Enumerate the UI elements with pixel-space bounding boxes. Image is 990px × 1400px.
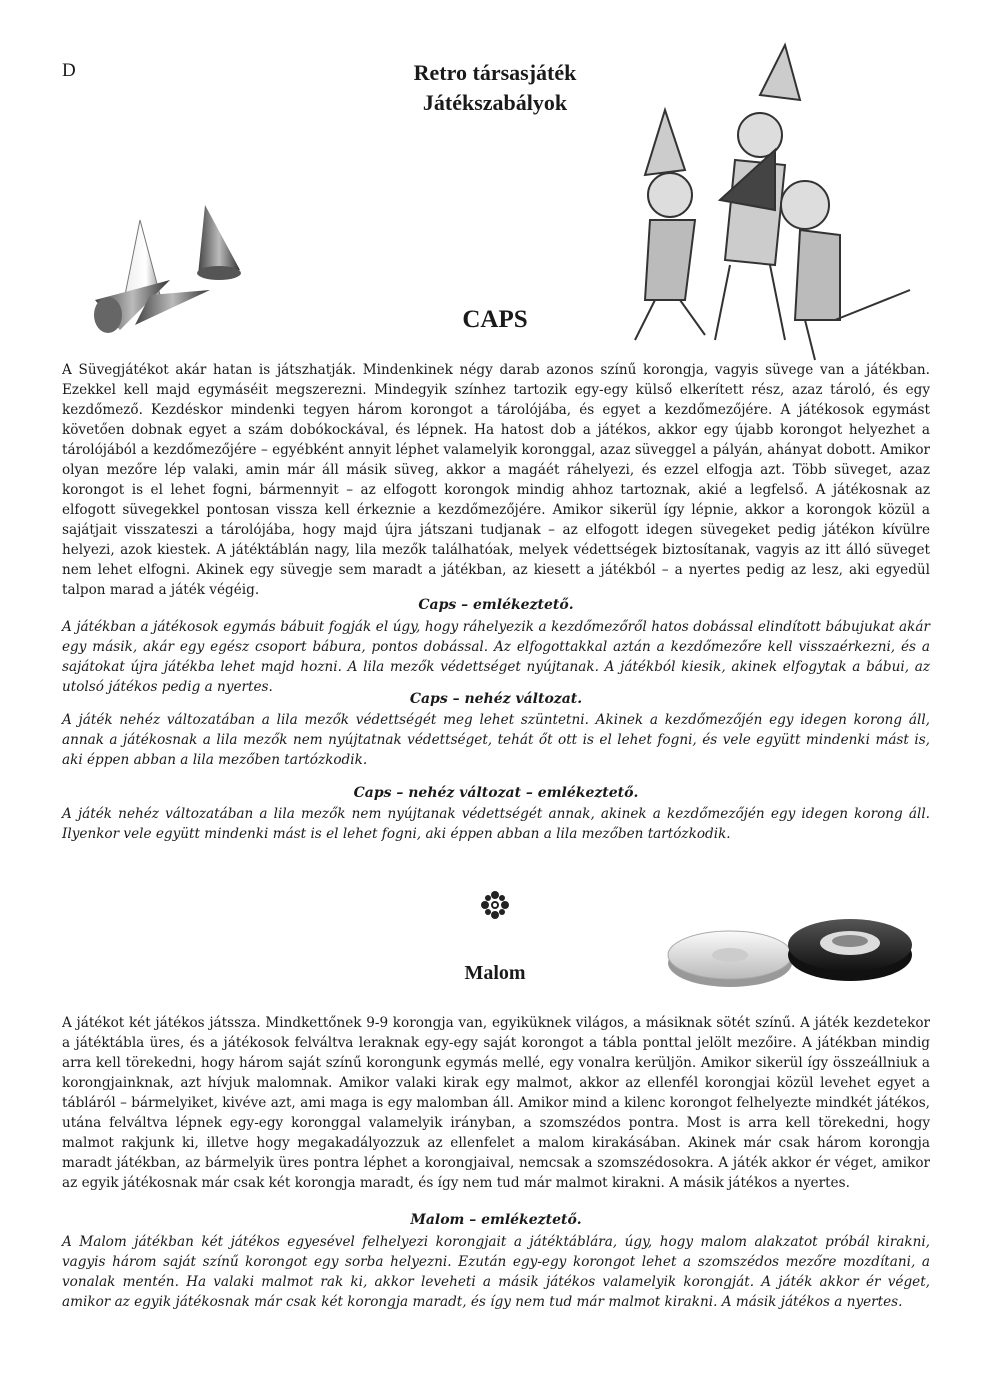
document-title: Retro társasjáték — [413, 60, 577, 85]
caps-heading: CAPS — [462, 306, 528, 333]
malom-reminder-heading: Malom – emlékeztető. — [410, 1212, 582, 1228]
caps-hard-reminder-heading: Caps – nehéz változat – emlékeztető. — [353, 785, 639, 801]
caps-reminder-text: A játékban a játékosok egymás bábuit fogják el úgy, hogy ráhelyezik a kezdőmezőről hatos dobással elindított bábujukat akár egy másik, akár egy egész csoport bábura, pontos dobással. Az elfogottakkal aztán a kezdőmezőre kell visszaérkezni, és a sajátokat újra játékba lehet majd hozni. A lila mezők védettséget nyújtanak. A játékból kiesik, akinek elfogytak a bábui, az utolsó játékos pedig a nyertes. — [62, 619, 930, 695]
caps-hard-heading: Caps – nehéz változat. — [409, 691, 583, 707]
caps-reminder-heading: Caps – emlékeztető. — [418, 597, 574, 613]
malom-reminder-text: A Malom játékban két játékos egyesével felhelyezi korongjait a játéktáblára, úgy, hogy malom alakzatot próbál kirakni, vagyis három saját színű korongot egy sorba helyezni. Ezután egy-egy korongot lehet a szomszédos mezőre mozdítani, a vonalak mentén. Ha valaki malmot rak ki, akkor leveheti a másik játékos valamelyik korongját. A játék akkor ér véget, amikor az egyik játékosnak már csak két korongja maradt, és így nem tud már malmot kirakni. A másik játékos a nyertes. — [62, 1234, 930, 1310]
malom-rules-text: A játékot két játékos játssza. Mindkettőnek 9-9 korongja van, egyiküknek világos, a másiknak sötét színű. A játék kezdetekor a játéktábla üres, és a játékosok felváltva leraknak egy-egy saját korongot a tábla ponttal jelölt mezőire. A játékban mindig arra kell törekedni, hogy három saját színű korongunk egymás mellé, egy vonalra kerüljön. Amikor sikerül így összeállniuk a korongjainknak, azt hívjuk malomnak. Amikor valaki kirak egy malmot, akkor az ellenfél korongjai közül levehet egyet a tábláról – bármelyiket, kivéve azt, ami maga is egy malomban áll. Amikor mind a kilenc korongot felhelyezte mindkét játékos, utána felváltva lépnek egy-egy koronggal valamelyik irányban, a szomszédos pontra. Most is arra kell törekedni, hogy malmot rakjunk ki, illetve hogy megakadályozzuk az ellenfelet a malom kirakásában. Akinek már csak három korongja maradt játékban, az bármelyik üres pontra léphet a korongjaival, nemcsak a szomszédosokra. A játék akkor ér véget, amikor az egyik játékosnak már csak két korongja maradt, és így nem tud már malmot kirakni. A másik játékos a nyertes. — [62, 1015, 930, 1191]
document-subtitle: Játékszabályok — [422, 90, 568, 115]
caps-hard-text: A játék nehéz változatában a lila mezők védettségét meg lehet szüntetni. Akinek a kezdőmezőjén egy idegen korong áll, annak a játékosnak a lila mezők nem nyújtatnak védettséget, tehát őt ott is el lehet fogni, és vele együtt mindenki mást is, aki éppen abban a lila mezőben tartózkodik. — [62, 712, 930, 768]
page-letter: D — [62, 60, 76, 81]
malom-heading: Malom — [464, 962, 526, 984]
caps-hard-reminder-text: A játék nehéz változatában a lila mezők nem nyújtanak védettségét annak, akinek a kezdőmezőjén egy idegen korong áll. Ilyenkor vele együtt mindenki mást is el lehet fogni, aki éppen abban a lila mezőben tartózkodik. — [62, 806, 930, 842]
caps-rules-text: A Süvegjátékot akár hatan is játszhatják. Mindenkinek négy darab azonos színű korongja, vagyis süvege van a játékban. Ezekkel kell majd egymáséit megszerezni. Mindegyik színhez tartozik egy-egy külső elkerített rész, azaz tároló, és egy kezdőmező. Kezdéskor mindenki tegyen három korongot a tárolójába, és egyet a kezdőmezőjére. A játékosok egymást követően dobnak egyet a szám dobókockával, és lépnek. Ha hatost dob a játékos, akkor egy újabb korongot helyezhet a tárolójából a kezdőmezőjére – egyébként annyit léphet valamelyik koronggal, azaz süveggel a pályán, ahányat dobott. Amikor olyan mezőre lép valaki, amin már áll másik süveg, akkor a magáét ráhelyezi, és ezzel elfogja azt. Több süveget, azaz korongot is el lehet fogni, bármennyit – az elfogott korongok mindig ahhoz tartoznak, akié a legfelső. A játékosnak az elfogott süvegekkel pontosan vissza kell érkeznie a kezdőmezőjére. Amikor sikerül így lépnie, akkor a korongok közül a sajátjait visszateszi a tárolójába, hogy majd újra játszani tudjanak – az elfogott idegen süvegeket pedig játékon kívülre helyezi, azok kiestek. A játéktáblán nagy, lila mezők találhatóak, melyek védettségek biztosítanak, vagyis az itt álló süveget nem lehet elfogni. Akinek egy süvegje sem maradt a játékban, az kiesett a játékból – a nyertes pedig az lesz, aki egyedül talpon marad a játék végéig. — [62, 362, 930, 598]
flower-ornament-icon — [480, 890, 510, 920]
